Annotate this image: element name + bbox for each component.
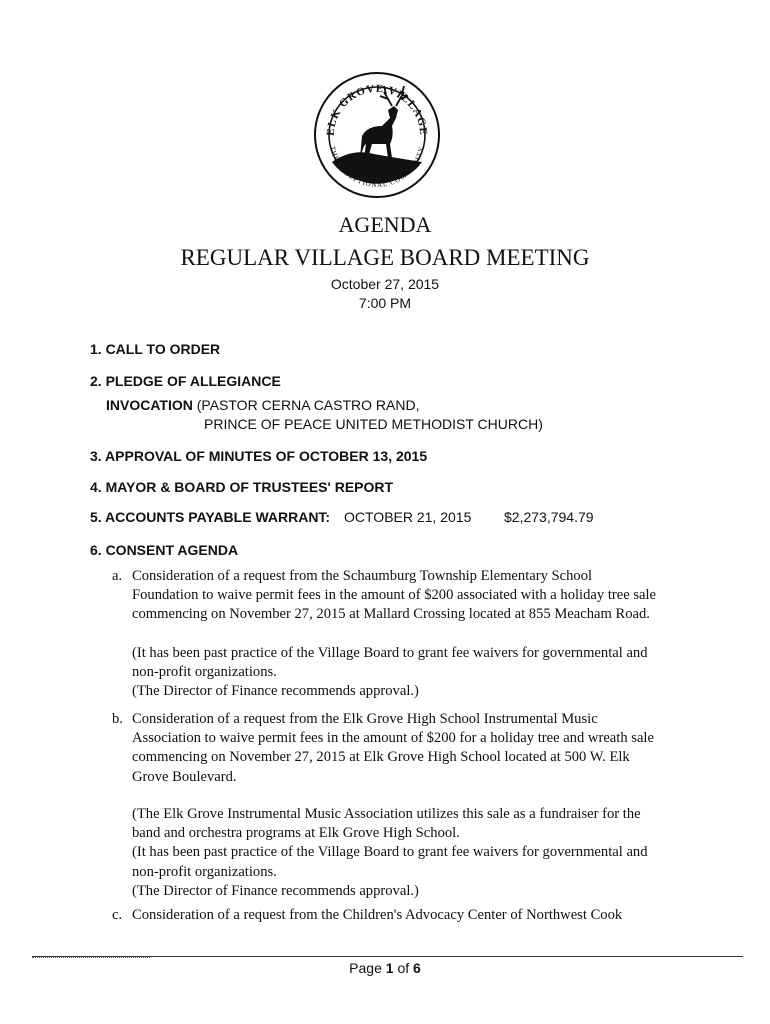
consent-c-line-1: Consideration of a request from the Children's Advocacy Center of Northwest Cook	[132, 907, 623, 923]
page-number	[0, 960, 770, 976]
page-current: 1	[385, 960, 394, 976]
seal-top-text: ELK GROVE VILLAGE	[324, 82, 430, 137]
consent-a-line-1: Consideration of a request from the Schaumburg Township Elementary School	[132, 568, 593, 584]
consent-b-line-3: commencing on November 27, 2015 at Elk Grove High School located at 500 W. Elk	[132, 749, 630, 766]
consent-b-label: b.	[112, 711, 123, 727]
page-of-word: of	[393, 960, 414, 976]
accounts-payable-label: 5. ACCOUNTS PAYABLE WARRANT:	[90, 509, 331, 525]
accounts-payable-date: OCTOBER 21, 2015	[344, 509, 472, 525]
village-seal	[312, 70, 442, 200]
page-word: Page	[349, 960, 386, 976]
item-accounts-payable	[90, 509, 690, 525]
page-title: AGENDA	[338, 212, 432, 237]
consent-a-line-2: Foundation to waive permit fees in the amount of $200 associated with a holiday tree sale	[132, 587, 657, 604]
footer-divider-accent	[32, 957, 150, 958]
meeting-time: 7:00 PM	[358, 295, 412, 311]
item-call-to-order: 1. CALL TO ORDER	[90, 341, 221, 357]
invocation-label: INVOCATION	[106, 397, 193, 413]
consent-b-line-4: Grove Boulevard.	[132, 768, 237, 785]
consent-a-label: a.	[112, 568, 123, 584]
consent-b-note	[132, 805, 692, 901]
consent-c-label: c.	[112, 907, 123, 923]
invocation-line-1: (PASTOR CERNA CASTRO RAND,	[192, 397, 420, 413]
item-invocation	[106, 397, 419, 413]
consent-b-note-3: (It has been past practice of the Village Board to grant fee waivers for governmental and	[132, 844, 648, 861]
consent-a-note-2: non-profit organizations.	[132, 664, 277, 681]
consent-b-note-4: non-profit organizations.	[132, 863, 277, 880]
consent-a-note-3: (The Director of Finance recommends approval.)	[132, 683, 419, 700]
consent-b-note-1: (The Elk Grove Instrumental Music Association utilizes this sale as a fundraiser for the	[132, 806, 641, 822]
item-approval-minutes: 3. APPROVAL OF MINUTES OF OCTOBER 13, 2015	[90, 448, 428, 464]
consent-a-note-1: (It has been past practice of the Village Board to grant fee waivers for governmental and	[132, 645, 648, 661]
consent-a-line-3: commencing on November 27, 2015 at Mallard Crossing located at 855 Meacham Road.	[132, 606, 650, 623]
accounts-payable-amount: $2,273,794.79	[504, 509, 594, 525]
invocation-line-2: PRINCE OF PEACE UNITED METHODIST CHURCH)	[204, 416, 543, 432]
consent-b-note-2: band and orchestra programs at Elk Grove High School.	[132, 825, 460, 842]
page-subtitle: REGULAR VILLAGE BOARD MEETING	[180, 245, 590, 270]
item-mayor-report: 4. MAYOR & BOARD OF TRUSTEES' REPORT	[90, 479, 394, 495]
seal-bottom-text: THE EXCEPTIONAL COMMUNITY	[328, 145, 426, 190]
consent-b-line-1: Consideration of a request from the Elk Grove High School Instrumental Music	[132, 711, 598, 727]
page-total: 6	[413, 960, 421, 976]
consent-b-line-2: Association to waive permit fees in the amount of $200 for a holiday tree and wreath sale	[132, 730, 654, 747]
consent-a-note	[132, 644, 692, 702]
meeting-date: October 27, 2015	[330, 276, 440, 292]
item-pledge: 2. PLEDGE OF ALLEGIANCE	[90, 373, 281, 389]
item-consent-agenda: 6. CONSENT AGENDA	[90, 542, 239, 558]
consent-b-note-5: (The Director of Finance recommends approval.)	[132, 882, 419, 899]
